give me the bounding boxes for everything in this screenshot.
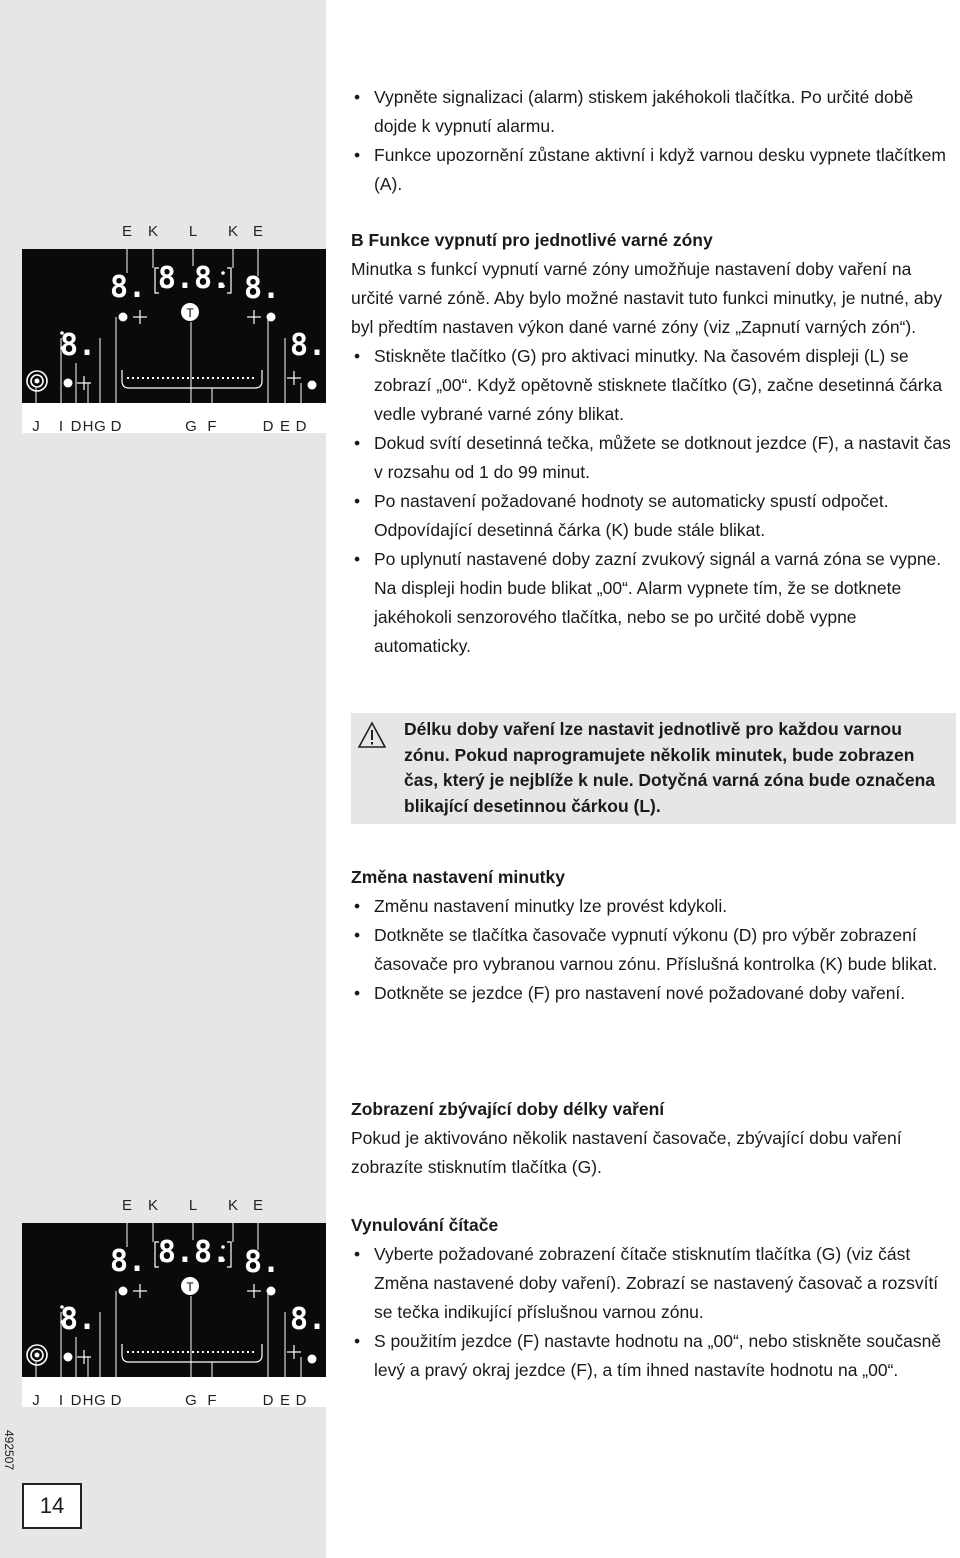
warning-text: Délku doby vaření lze nastavit jednotlivě pro každou varnou zónu. Pokud naprogramujete několik minutek, bude zobrazen čas, který je nejblíže k nule. Dotyčná varná zóna bude označena blikající desetinnou čárkou (L). [404, 719, 936, 816]
list-item: • Dotkněte se jezdce (F) pro nastavení nové požadované doby vaření. [351, 979, 956, 1008]
key-label-bottom: G [94, 1392, 106, 1409]
key-label-bottom: J [32, 1392, 40, 1409]
key-label-top: L [188, 223, 198, 240]
zone-display: 8. [243, 1245, 281, 1280]
zone-display: 8. [59, 328, 97, 363]
list-item: • Po nastavení požadované hodnoty se automaticky spustí odpočet. Odpovídající desetinná čárka (K) bude stále blikat. [351, 487, 956, 545]
key-label-bottom: E [279, 1392, 291, 1409]
list-item: • Vyberte požadované zobrazení čítače stisknutím tlačítka (G) (viz část Změna nastavené doby vaření). Zobrazí se nastavený časovač a rozsvítí se tečka indikující příslušnou varnou zónu. [351, 1240, 956, 1327]
key-label-bottom: D [295, 418, 307, 435]
sensor-dot [64, 1353, 73, 1362]
sensor-dot [308, 1355, 317, 1364]
key-label-bottom: I [58, 418, 64, 435]
key-label-top: E [121, 1197, 133, 1214]
key-label-bottom: J [32, 418, 40, 435]
key-label-top: K [147, 223, 159, 240]
key-label-bottom: I [58, 1392, 64, 1409]
key-label-bottom: F [207, 1392, 217, 1409]
section-body: Minutka s funkcí vypnutí varné zóny umožňuje nastavení doby vaření na určité varné zóně. Aby bylo možné nastavit tuto funkci minutky, je nutné, aby byl předtím nastaven výkon dané varné zóny (viz „Zapnutí varných zón“). [351, 259, 943, 337]
timer-display: 8.8. [157, 1235, 231, 1270]
change-section [351, 863, 956, 1008]
zone-display: 8. [59, 1302, 97, 1337]
key-label-bottom: D [262, 418, 274, 435]
page-number: 14 [22, 1483, 82, 1529]
key-label-top: E [121, 223, 133, 240]
remaining-section [351, 1095, 956, 1182]
section-body: Pokud je aktivováno několik nastavení časovače, zbývající dobu vaření zobrazíte stisknutím tlačítka (G). [351, 1128, 902, 1177]
control-panel-diagram-bottom [22, 1192, 326, 1412]
key-label-bottom: G [185, 1392, 197, 1409]
key-label-bottom: G [185, 418, 197, 435]
timer-symbol-label: T [186, 1280, 194, 1294]
intro-section [351, 83, 956, 199]
zone-display: 8. [109, 270, 147, 305]
key-label-top: K [227, 1197, 239, 1214]
document-number: 492507 [2, 1430, 16, 1471]
list-item: • Funkce upozornění zůstane aktivní i když varnou desku vypnete tlačítkem (A). [351, 141, 956, 199]
timer-symbol-label: T [186, 306, 194, 320]
hob-icon-center [35, 379, 40, 384]
hob-icon-center [35, 1353, 40, 1358]
list-item: • S použitím jezdce (F) nastavte hodnotu na „00“, nebo stiskněte současně levý a pravý okraj jezdce (F), a tím ihned nastavíte hodnotu na „00“. [351, 1327, 956, 1385]
section-heading: Změna nastavení minutky [351, 867, 565, 887]
key-label-bottom: H [82, 418, 94, 435]
warning-box [351, 713, 956, 824]
key-label-bottom: F [207, 418, 217, 435]
key-label-top: E [252, 1197, 264, 1214]
key-label-top: L [188, 1197, 198, 1214]
sensor-dot [119, 1287, 128, 1296]
key-label-bottom: E [279, 418, 291, 435]
control-panel-diagram-top [22, 218, 326, 438]
key-label-bottom: G [94, 418, 106, 435]
section-heading: Zobrazení zbývající doby délky vaření [351, 1099, 665, 1119]
reset-section [351, 1211, 956, 1385]
warning-triangle-icon [357, 721, 387, 754]
key-label-bottom: D [262, 1392, 274, 1409]
sensor-dot [119, 313, 128, 322]
section-heading: Vynulování čítače [351, 1215, 499, 1235]
list-item: • Změnu nastavení minutky lze provést kdykoli. [351, 892, 956, 921]
key-label-bottom: D [110, 418, 122, 435]
section-b [351, 226, 956, 661]
key-label-top: E [252, 223, 264, 240]
key-label-bottom: D [110, 1392, 122, 1409]
zone-display: 8. [243, 271, 281, 306]
key-label-bottom: H [82, 1392, 94, 1409]
list-item: • Dotkněte se tlačítka časovače vypnutí výkonu (D) pro výběr zobrazení časovače pro vybranou varnou zónu. Příslušná kontrolka (K) bude blikat. [351, 921, 956, 979]
key-label-bottom: D [70, 1392, 82, 1409]
key-label-bottom: D [295, 1392, 307, 1409]
zone-display: 8. [289, 1302, 326, 1337]
list-item: • Dokud svítí desetinná tečka, můžete se dotknout jezdce (F), a nastavit čas v rozsahu od 1 do 99 minut. [351, 429, 956, 487]
section-heading: B Funkce vypnutí pro jednotlivé varné zóny [351, 230, 713, 250]
list-item: • Stiskněte tlačítko (G) pro aktivaci minutky. Na časovém displeji (L) se zobrazí „00“. Když opětovně stisknete tlačítko (G), začne desetinná čárka vedle vybrané varné zóny blikat. [351, 342, 956, 429]
list-item: • Vypněte signalizaci (alarm) stiskem jakéhokoli tlačítka. Po určité době dojde k vypnutí alarmu. [351, 83, 956, 141]
list-item: • Po uplynutí nastavené doby zazní zvukový signál a varná zóna se vypne. Na displeji hodin bude blikat „00“. Alarm vypnete tím, že se dotknete jakéhokoli senzorového tlačítka, nebo se po určité době vypne automaticky. [351, 545, 956, 661]
sensor-dot [308, 381, 317, 390]
key-label-top: K [227, 223, 239, 240]
zone-display: 8. [109, 1244, 147, 1279]
timer-display: 8.8. [157, 261, 231, 296]
key-label-bottom: D [70, 418, 82, 435]
zone-display: 8. [289, 328, 326, 363]
key-label-top: K [147, 1197, 159, 1214]
sensor-dot [64, 379, 73, 388]
